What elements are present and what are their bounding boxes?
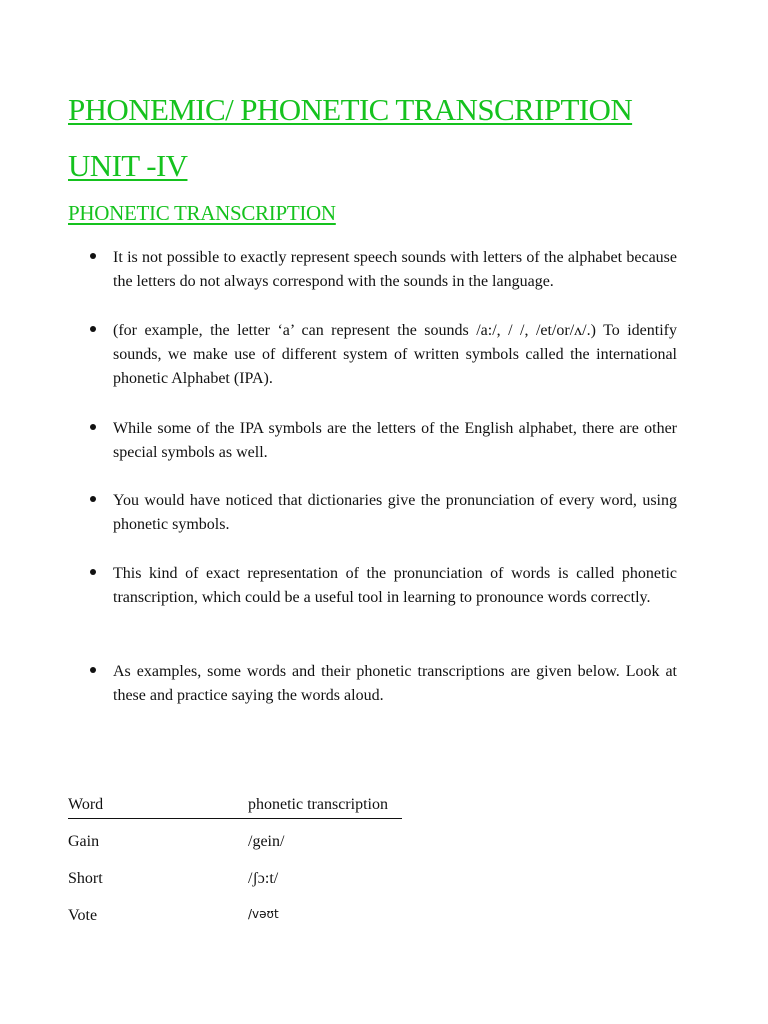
section-heading: PHONETIC TRANSCRIPTION bbox=[68, 201, 336, 225]
row-word: Vote bbox=[68, 907, 98, 924]
table-row bbox=[68, 833, 408, 855]
bullet-icon bbox=[90, 253, 96, 259]
bullet-text: It is not possible to exactly represent speech sounds with letters of the alphabet because the letters do not always correspond with the sounds in the language. bbox=[113, 249, 677, 290]
page-title: PHONEMIC/ PHONETIC TRANSCRIPTION bbox=[68, 92, 633, 127]
bullet-text: (for example, the letter ‘a’ can represent the sounds /a:/, / /, /et/or/ʌ/.) To identify sounds, we make use of different system of written symbols called the international phonetic Alphabet (IPA). bbox=[113, 322, 677, 387]
table-row bbox=[68, 907, 408, 929]
unit-title: UNIT -IV bbox=[68, 148, 188, 183]
bullet-icon bbox=[90, 326, 96, 332]
bullet-text: As examples, some words and their phonetic transcriptions are given below. Look at these and practice saying the words aloud. bbox=[113, 663, 677, 704]
bullet-text: While some of the IPA symbols are the letters of the English alphabet, there are other special symbols as well. bbox=[113, 420, 677, 461]
bullet-icon bbox=[90, 569, 96, 575]
bullet-text: This kind of exact representation of the pronunciation of words is called phonetic transcription, which could be a useful tool in learning to pronounce words correctly. bbox=[113, 565, 677, 606]
bullet-text: You would have noticed that dictionaries give the pronunciation of every word, using phonetic symbols. bbox=[113, 492, 677, 533]
row-transcription: /gein/ bbox=[248, 833, 285, 850]
row-word: Gain bbox=[68, 833, 100, 850]
table-header bbox=[68, 796, 402, 819]
transcription-table bbox=[68, 796, 408, 924]
bullet-icon bbox=[90, 496, 96, 502]
row-transcription: /vəʊt bbox=[248, 907, 279, 921]
header-word: Word bbox=[68, 796, 104, 813]
header-transcription: phonetic transcription bbox=[248, 796, 388, 813]
row-word: Short bbox=[68, 870, 103, 887]
table-row bbox=[68, 870, 408, 892]
bullet-icon bbox=[90, 667, 96, 673]
row-transcription: /ʃɔ:t/ bbox=[248, 870, 279, 887]
bullet-icon bbox=[90, 424, 96, 430]
